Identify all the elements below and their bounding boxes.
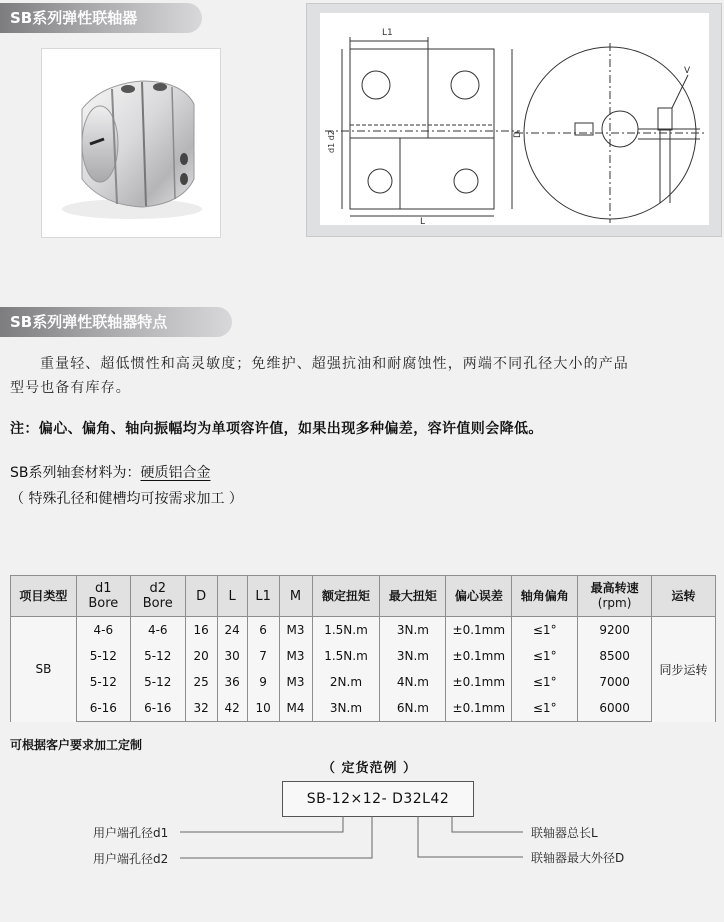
label-L1: L1 (382, 28, 393, 38)
cell-type: SB (11, 617, 77, 722)
cell: 5-12 (76, 669, 130, 695)
cell: 6-16 (130, 695, 185, 722)
cell: 16 (185, 617, 217, 644)
cell: 6000 (578, 695, 652, 722)
cell: 32 (185, 695, 217, 722)
col-header-M: M (279, 576, 312, 617)
cell: 3N.m (380, 617, 446, 644)
callout-diameter: 联轴器最大外径D (531, 851, 625, 865)
cell: ±0.1mm (446, 669, 512, 695)
cell: 10 (247, 695, 279, 722)
col-header-D: D (185, 576, 217, 617)
col-header-L1: L1 (247, 576, 279, 617)
callout-d2: 用户端孔径d2 (93, 852, 169, 866)
cell: 5-12 (130, 643, 185, 669)
order-code-box: SB-12×12- D32L42 (282, 781, 474, 817)
cell: M3 (279, 617, 312, 644)
col-header-type: 项目类型 (11, 576, 77, 617)
material-value: 硬质铝合金 (140, 465, 211, 481)
cell: 24 (217, 617, 247, 644)
col-header-d2: d2 Bore (130, 576, 185, 617)
col-header-angular: 轴角偏角 (512, 576, 578, 617)
cell: 6N.m (380, 695, 446, 722)
cell: 7 (247, 643, 279, 669)
cell: 30 (217, 643, 247, 669)
tolerance-note: 注：偏心、偏角、轴向振幅均为单项容许值，如果出现多种偏差，容许值则会降低。 (10, 421, 543, 437)
cell: 2N.m (312, 669, 380, 695)
cell: 5-12 (130, 669, 185, 695)
cell: 4-6 (76, 617, 130, 644)
features-title-text: SB系列弹性联轴器特点 (10, 313, 168, 331)
col-header-operation: 运转 (652, 576, 716, 617)
cell: ≤1° (512, 643, 578, 669)
desc-line-2: 型号也备有库存。 (10, 380, 131, 396)
banner-title-text: SB系列弹性联轴器 (10, 9, 138, 27)
cell: ≤1° (512, 617, 578, 644)
cell: 5-12 (76, 643, 130, 669)
label-L: L (420, 217, 426, 225)
cell: M3 (279, 643, 312, 669)
order-example-title: （ 定货范例 ） (322, 761, 418, 776)
col-header-d1: d1 Bore (76, 576, 130, 617)
cell: ±0.1mm (446, 617, 512, 644)
cell: 3N.m (380, 643, 446, 669)
col-header-max-torque: 最大扭矩 (380, 576, 446, 617)
custom-order-text: 可根据客户要求加工定制 (10, 738, 143, 752)
cell: 36 (217, 669, 247, 695)
cell: 20 (185, 643, 217, 669)
cell: M4 (279, 695, 312, 722)
cell: 4-6 (130, 617, 185, 644)
cell: ≤1° (512, 669, 578, 695)
label-d1d2: d1 d2 (327, 130, 336, 153)
cell: 6 (247, 617, 279, 644)
callout-length: 联轴器总长L (531, 826, 598, 840)
col-header-rated-torque: 额定扭矩 (312, 576, 380, 617)
callout-d1: 用户端孔径d1 (93, 826, 169, 840)
cell: 7000 (578, 669, 652, 695)
label-D: D (513, 131, 523, 138)
material-label: SB系列轴套材料为： (10, 465, 141, 481)
cell: 9 (247, 669, 279, 695)
cell: 3N.m (312, 695, 380, 722)
cell-operation: 同步运转 (652, 617, 716, 722)
cell: M3 (279, 669, 312, 695)
col-header-L: L (217, 576, 247, 617)
label-V: V (684, 66, 691, 76)
cell: 8500 (578, 643, 652, 669)
desc-line-1: 重量轻、超低惯性和高灵敏度；免维护、超强抗油和耐腐蚀性，两端不同孔径大小的产品 (40, 356, 629, 372)
cell: ±0.1mm (446, 695, 512, 722)
cell: 6-16 (76, 695, 130, 722)
custom-machining-note: （ 特殊孔径和健槽均可按需求加工 ） (10, 491, 243, 507)
cell: 9200 (578, 617, 652, 644)
cell: 1.5N.m (312, 617, 380, 644)
cell: 42 (217, 695, 247, 722)
cell: ±0.1mm (446, 643, 512, 669)
col-header-eccentric: 偏心误差 (446, 576, 512, 617)
cell: 25 (185, 669, 217, 695)
cell: 1.5N.m (312, 643, 380, 669)
col-header-max-speed: 最高转速 (rpm) (578, 576, 652, 617)
cell: 4N.m (380, 669, 446, 695)
cell: ≤1° (512, 695, 578, 722)
